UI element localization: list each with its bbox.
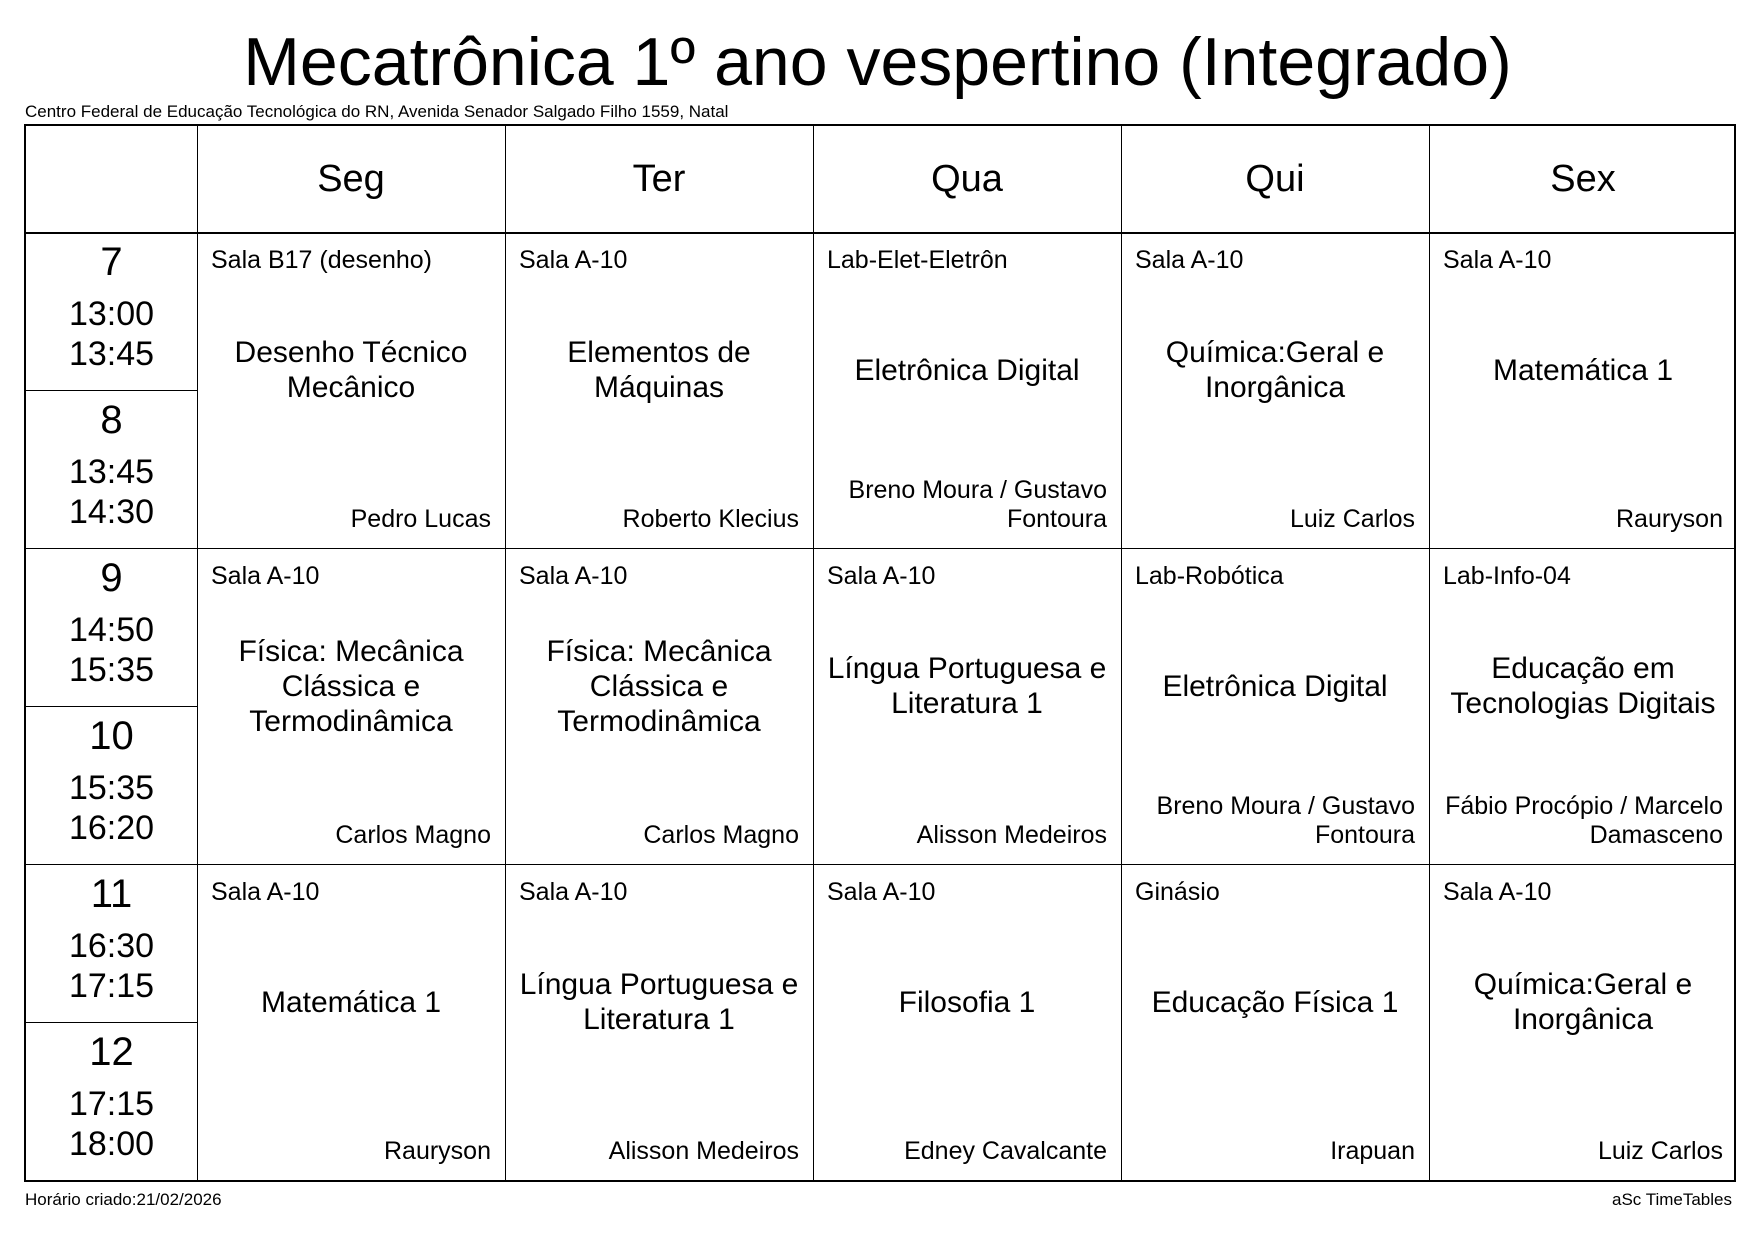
lesson-room: Sala A-10: [1443, 246, 1552, 274]
timetable-grid: [24, 124, 1736, 1182]
period-label: [26, 232, 197, 390]
lesson-cell: [505, 864, 813, 1180]
period-number: 12: [89, 1030, 134, 1074]
day-header-sex: Sex: [1550, 157, 1616, 200]
period-time: 16:30 17:15: [68, 927, 155, 1005]
lesson-subject: Física: Mecânica Clássica e Termodinâmica: [238, 634, 464, 738]
lesson-subject: Filosofia 1: [898, 985, 1036, 1019]
period-number: 10: [89, 714, 134, 758]
lesson-cell: [1429, 548, 1737, 864]
lesson-teacher: Rauryson: [1616, 505, 1723, 533]
period-time: 15:35 16:20: [68, 769, 155, 847]
lesson-teacher: Pedro Lucas: [350, 505, 491, 533]
lesson-cell: [197, 548, 505, 864]
lesson-subject: Eletrônica Digital: [854, 353, 1080, 387]
lesson-teacher: Alisson Medeiros: [916, 821, 1107, 849]
lesson-teacher: Rauryson: [384, 1137, 491, 1165]
period-time: 13:00 13:45: [68, 295, 155, 373]
lesson-room: Sala A-10: [519, 878, 628, 906]
lesson-teacher: Roberto Klecius: [622, 505, 799, 533]
lesson-teacher: Breno Moura / Gustavo Fontoura: [848, 476, 1107, 533]
lesson-subject: Elementos de Máquinas: [567, 336, 751, 404]
lesson-cell: [1429, 232, 1737, 548]
lesson-subject: Desenho Técnico Mecânico: [234, 336, 468, 404]
lesson-teacher: Alisson Medeiros: [608, 1137, 799, 1165]
period-label: [26, 864, 197, 1022]
software-credit: aSc TimeTables: [1612, 1190, 1732, 1209]
lesson-teacher: Irapuan: [1330, 1137, 1415, 1165]
period-number: 8: [100, 398, 123, 442]
lesson-room: Sala A-10: [1135, 246, 1244, 274]
day-header-seg: Seg: [317, 157, 385, 200]
period-time: 14:50 15:35: [68, 611, 155, 689]
lesson-cell: [505, 232, 813, 548]
period-number: 11: [90, 872, 133, 916]
lesson-room: Sala A-10: [519, 562, 628, 590]
lesson-cell: [813, 232, 1121, 548]
lesson-subject: Eletrônica Digital: [1162, 669, 1388, 703]
period-number: 9: [100, 556, 123, 600]
lesson-subject: Educação Física 1: [1151, 985, 1399, 1019]
lesson-cell: [197, 864, 505, 1180]
lesson-teacher: Carlos Magno: [335, 821, 491, 849]
lesson-cell: [505, 548, 813, 864]
lesson-cell: [813, 548, 1121, 864]
period-label: [26, 706, 197, 864]
lesson-subject: Física: Mecânica Clássica e Termodinâmica: [546, 634, 772, 738]
lesson-room: Sala A-10: [827, 562, 936, 590]
lesson-room: Sala A-10: [211, 878, 320, 906]
period-label: [26, 390, 197, 548]
lesson-room: Ginásio: [1135, 878, 1220, 906]
lesson-teacher: Breno Moura / Gustavo Fontoura: [1156, 792, 1415, 849]
institution-address: Centro Federal de Educação Tecnológica do RN, Avenida Senador Salgado Filho 1559, Natal: [25, 102, 729, 121]
period-label: [26, 1022, 197, 1180]
day-header-ter: Ter: [632, 157, 686, 200]
page-title: Mecatrônica 1º ano vespertino (Integrado): [243, 24, 1512, 100]
lesson-room: Lab-Robótica: [1135, 562, 1284, 590]
lesson-teacher: Edney Cavalcante: [904, 1137, 1107, 1165]
day-header-qua: Qua: [931, 157, 1003, 200]
lesson-cell: [1121, 548, 1429, 864]
day-header-qui: Qui: [1245, 157, 1305, 200]
period-time: 17:15 18:00: [68, 1085, 155, 1163]
lesson-room: Sala A-10: [827, 878, 936, 906]
lesson-teacher: Luiz Carlos: [1289, 505, 1415, 533]
lesson-subject: Língua Portuguesa e Literatura 1: [827, 652, 1107, 720]
lesson-room: Lab-Elet-Eletrôn: [827, 246, 1008, 274]
lesson-cell: [813, 864, 1121, 1180]
lesson-teacher: Carlos Magno: [643, 821, 799, 849]
lesson-room: Sala A-10: [1443, 878, 1552, 906]
lesson-subject: Química:Geral e Inorgânica: [1473, 968, 1693, 1036]
lesson-room: Sala A-10: [211, 562, 320, 590]
period-number: 7: [100, 240, 123, 284]
lesson-room: Sala B17 (desenho): [211, 246, 432, 274]
lesson-subject: Língua Portuguesa e Literatura 1: [519, 968, 799, 1036]
lesson-subject: Educação em Tecnologias Digitais: [1450, 652, 1716, 720]
lesson-cell: [1121, 864, 1429, 1180]
lesson-cell: [1121, 232, 1429, 548]
lesson-cell: [197, 232, 505, 548]
period-time: 13:45 14:30: [68, 453, 155, 531]
lesson-subject: Matemática 1: [260, 985, 442, 1019]
created-date: Horário criado:21/02/2026: [25, 1190, 222, 1209]
lesson-subject: Matemática 1: [1492, 353, 1674, 387]
period-label: [26, 548, 197, 706]
lesson-cell: [1429, 864, 1737, 1180]
lesson-room: Sala A-10: [519, 246, 628, 274]
lesson-teacher: Fábio Procópio / Marcelo Damasceno: [1445, 792, 1723, 849]
lesson-teacher: Luiz Carlos: [1597, 1137, 1723, 1165]
lesson-room: Lab-Info-04: [1443, 562, 1571, 590]
lesson-subject: Química:Geral e Inorgânica: [1165, 336, 1385, 404]
